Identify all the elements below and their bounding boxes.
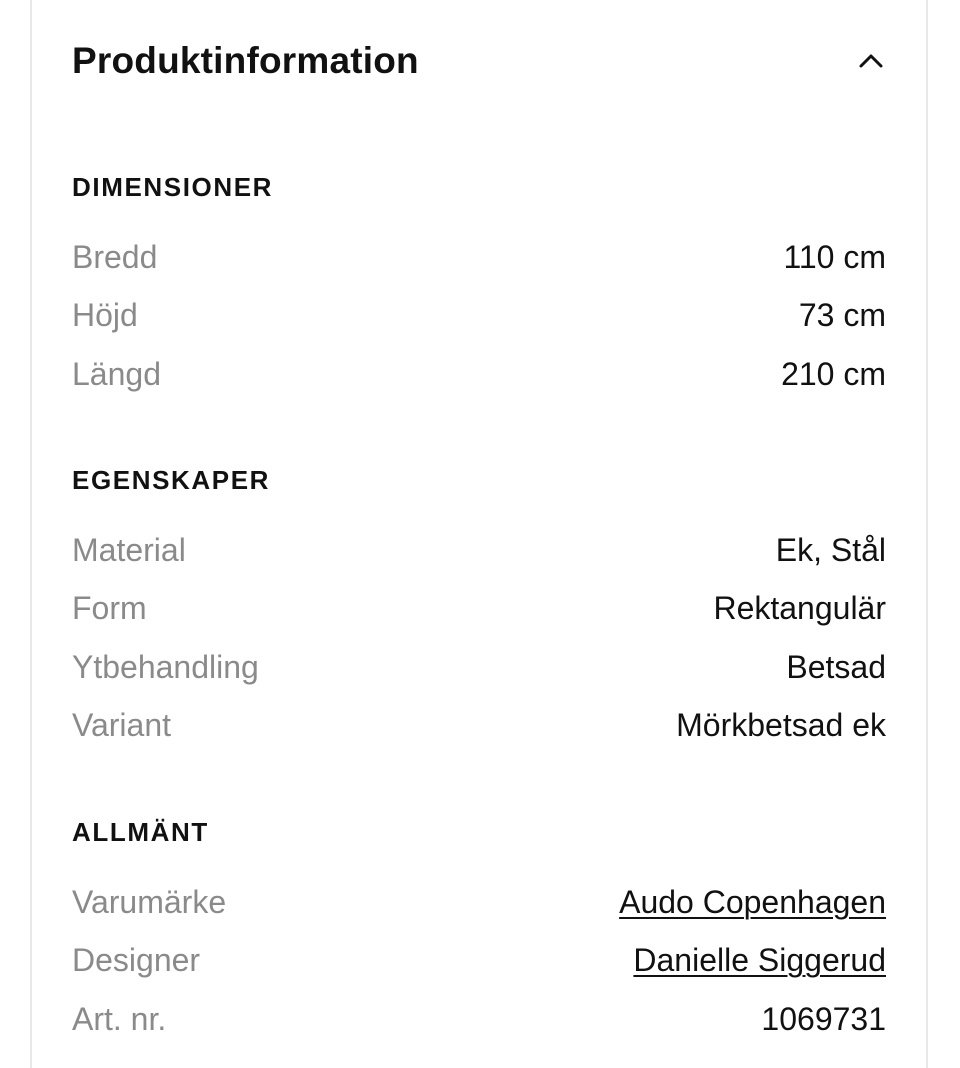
spec-value: Betsad (786, 648, 886, 685)
spec-row-material (72, 521, 886, 580)
chevron-up-icon[interactable] (858, 48, 884, 74)
designer-link[interactable]: Danielle Siggerud (633, 942, 886, 979)
spec-row-ytbehandling (72, 638, 886, 697)
product-info-header[interactable] (72, 34, 886, 88)
spec-label: Bredd (72, 238, 158, 275)
spec-row-form (72, 580, 886, 639)
spec-row-langd (72, 345, 886, 404)
product-info-title: Produktinformation (72, 40, 419, 81)
spec-value: 73 cm (798, 297, 886, 334)
section-egenskaper (72, 463, 886, 755)
spec-label: Ytbehandling (72, 648, 259, 685)
spec-value: 1069731 (761, 1000, 886, 1037)
brand-link[interactable]: Audo Copenhagen (619, 883, 886, 920)
spec-row-designer (72, 932, 886, 991)
spec-value: 210 cm (781, 355, 886, 392)
spec-value: 110 cm (783, 238, 886, 275)
section-title: EGENSKAPER (72, 465, 271, 495)
section-dimensioner (72, 170, 886, 404)
spec-label: Material (72, 531, 186, 568)
spec-label: Varumärke (72, 883, 227, 920)
spec-label: Designer (72, 942, 201, 979)
spec-row-hojd (72, 287, 886, 346)
spec-label: Form (72, 590, 147, 627)
spec-value: Mörkbetsad ek (676, 707, 886, 744)
product-info-panel (30, 0, 928, 1068)
section-allmant (72, 815, 886, 1049)
spec-label: Höjd (72, 297, 138, 334)
spec-row-art-nr (72, 990, 886, 1049)
section-title: ALLMÄNT (72, 817, 209, 847)
spec-label: Variant (72, 707, 172, 744)
spec-row-bredd (72, 228, 886, 287)
spec-row-variant (72, 697, 886, 756)
section-title: DIMENSIONER (72, 172, 274, 202)
spec-row-varumarke (72, 873, 886, 932)
spec-label: Längd (72, 355, 161, 392)
spec-value: Ek, Stål (775, 531, 886, 568)
spec-label: Art. nr. (72, 1000, 167, 1037)
spec-value: Rektangulär (713, 590, 886, 627)
